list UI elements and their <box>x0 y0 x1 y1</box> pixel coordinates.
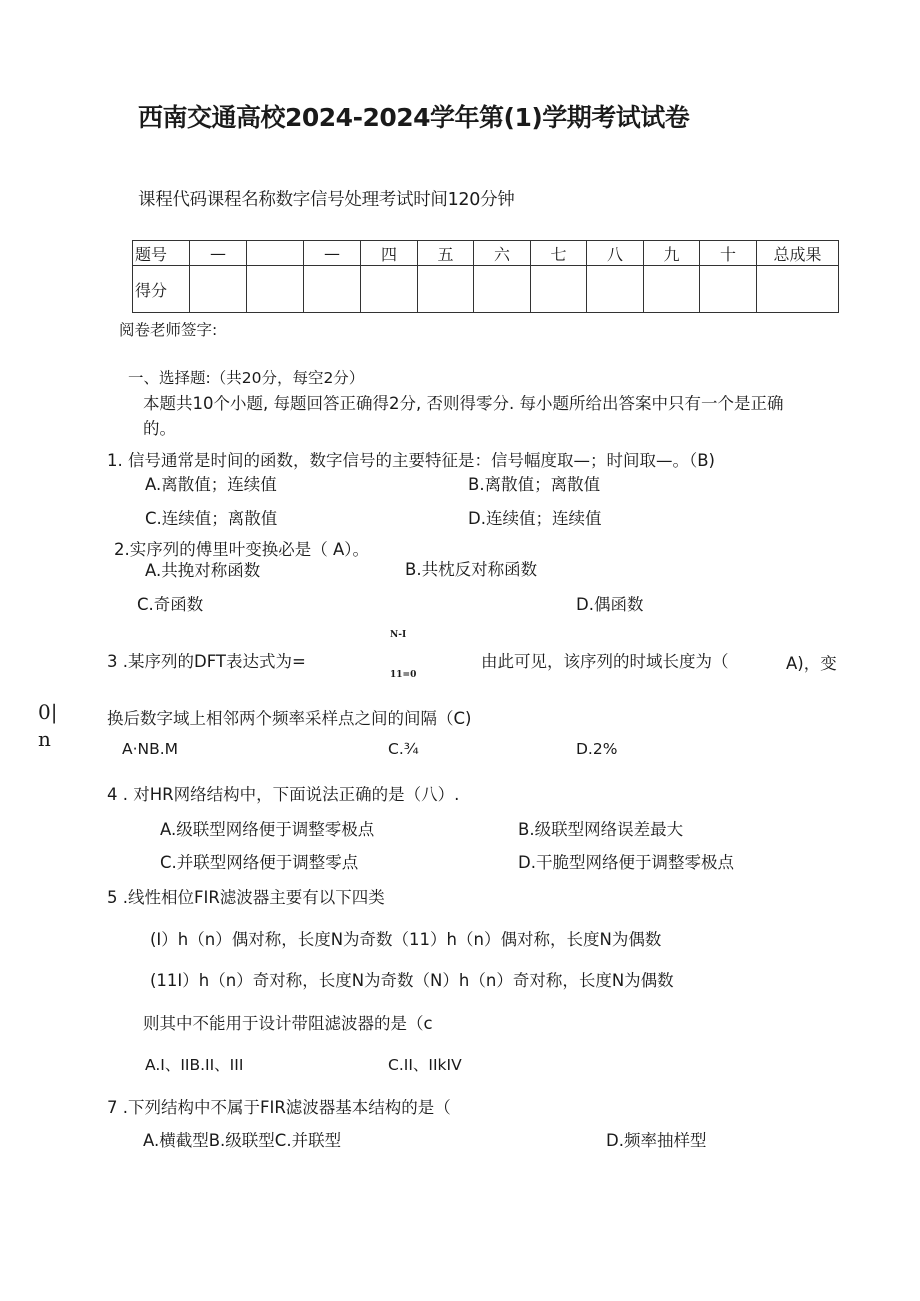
score-cell <box>757 266 839 313</box>
question-3-stem-line2: 换后数字域上相邻两个频率采样点之间的间隔（C) <box>107 709 472 728</box>
header-cell <box>247 241 304 266</box>
header-cell: 总成果 <box>757 241 839 266</box>
question-1-option-a: A.离散值；连续值 <box>145 475 277 494</box>
margin-mark-bottom: n <box>38 727 51 751</box>
question-1-stem: 1. 信号通常是时间的函数，数字信号的主要特征是：信号幅度取—；时间取—。（B) <box>107 451 715 470</box>
score-cell <box>418 266 474 313</box>
score-cell <box>361 266 418 313</box>
score-row-label: 得分 <box>133 266 190 313</box>
question-2-option-d: D.偶函数 <box>576 595 644 614</box>
score-cell <box>531 266 587 313</box>
header-cell: — <box>304 241 361 266</box>
question-1-option-d: D.连续值；连续值 <box>468 509 602 528</box>
question-4-option-b: B.级联型网络误差最大 <box>518 820 684 839</box>
header-cell: 九 <box>644 241 700 266</box>
header-cell: 七 <box>531 241 587 266</box>
header-cell: 六 <box>474 241 531 266</box>
question-4-option-c: C.并联型网络便于调整零点 <box>160 853 359 872</box>
exam-title: 西南交通高校2024-2024学年第(1)学期考试试卷 <box>138 103 690 132</box>
question-5-line2: (11I）h（n）奇对称，长度N为奇数（N）h（n）奇对称，长度N为偶数 <box>150 971 674 990</box>
score-cell <box>644 266 700 313</box>
question-5-line3: 则其中不能用于设计带阻滤波器的是（c <box>143 1014 433 1033</box>
question-7-option-d: D.频率抽样型 <box>606 1131 707 1150</box>
score-cell <box>700 266 757 313</box>
question-3-option-d: D.2% <box>576 740 618 758</box>
question-7-option-abc: A.横截型B.级联型C.并联型 <box>143 1131 342 1150</box>
header-cell: 八 <box>587 241 644 266</box>
header-cell: — <box>190 241 247 266</box>
header-cell: 五 <box>418 241 474 266</box>
score-table-score-row <box>133 266 839 313</box>
question-2-option-c: C.奇函数 <box>137 595 204 614</box>
score-cell <box>474 266 531 313</box>
question-3-stem: 3 .某序列的DFT表达式为= <box>107 652 306 671</box>
grader-signature-label: 阅卷老师签字: <box>119 321 218 339</box>
question-4-stem: 4 . 对HR网络结构中，下面说法正确的是（八）. <box>107 785 460 804</box>
question-3-option-a: A·NB.M <box>122 740 179 758</box>
course-info-line: 课程代码课程名称数字信号处理考试时间120分钟 <box>138 190 515 210</box>
question-2-stem: 2.实序列的傅里叶变换必是（ A）。 <box>114 540 370 559</box>
question-4-option-d: D.干脆型网络便于调整零极点 <box>518 853 734 872</box>
score-cell <box>304 266 361 313</box>
margin-mark-top: 0| <box>38 700 58 724</box>
question-3-option-c: C.¾ <box>388 740 419 758</box>
question-3-answer: A)，变 <box>786 654 837 673</box>
question-1-option-b: B.离散值；离散值 <box>468 475 601 494</box>
question-2-option-a: A.共挽对称函数 <box>145 561 261 580</box>
section-instruction: 本题共10个小题, 每题回答正确得2分, 否则得零分. 每小题所给出答案中只有一个是正确 <box>143 394 784 413</box>
question-4-option-a: A.级联型网络便于调整零极点 <box>160 820 375 839</box>
score-cell <box>247 266 304 313</box>
sum-lower-limit: 11=0 <box>390 670 417 680</box>
header-cell: 题号 <box>133 241 190 266</box>
section-heading: 一、选择题:（共20分，每空2分） <box>128 369 365 387</box>
score-cell <box>190 266 247 313</box>
question-3-stem-right: 由此可见，该序列的时域长度为（ <box>481 652 729 671</box>
score-cell <box>587 266 644 313</box>
question-5-option-ab: A.I、IIB.II、III <box>145 1056 244 1074</box>
sum-upper-limit: N-I <box>390 630 407 640</box>
header-cell: 十 <box>700 241 757 266</box>
header-cell: 四 <box>361 241 418 266</box>
question-1-option-c: C.连续值；离散值 <box>145 509 278 528</box>
section-instruction-cont: 的。 <box>143 419 176 438</box>
question-5-line1: (I）h（n）偶对称，长度N为奇数（11）h（n）偶对称，长度N为偶数 <box>150 930 662 949</box>
question-5-option-c: C.II、IIkIV <box>388 1056 462 1074</box>
score-table-header-row <box>133 241 839 266</box>
score-table <box>132 240 839 313</box>
question-7-stem: 7 .下列结构中不属于FIR滤波器基本结构的是（ <box>107 1098 451 1117</box>
question-2-option-b: B.共枕反对称函数 <box>405 560 538 579</box>
question-5-stem: 5 .线性相位FIR滤波器主要有以下四类 <box>107 888 385 907</box>
